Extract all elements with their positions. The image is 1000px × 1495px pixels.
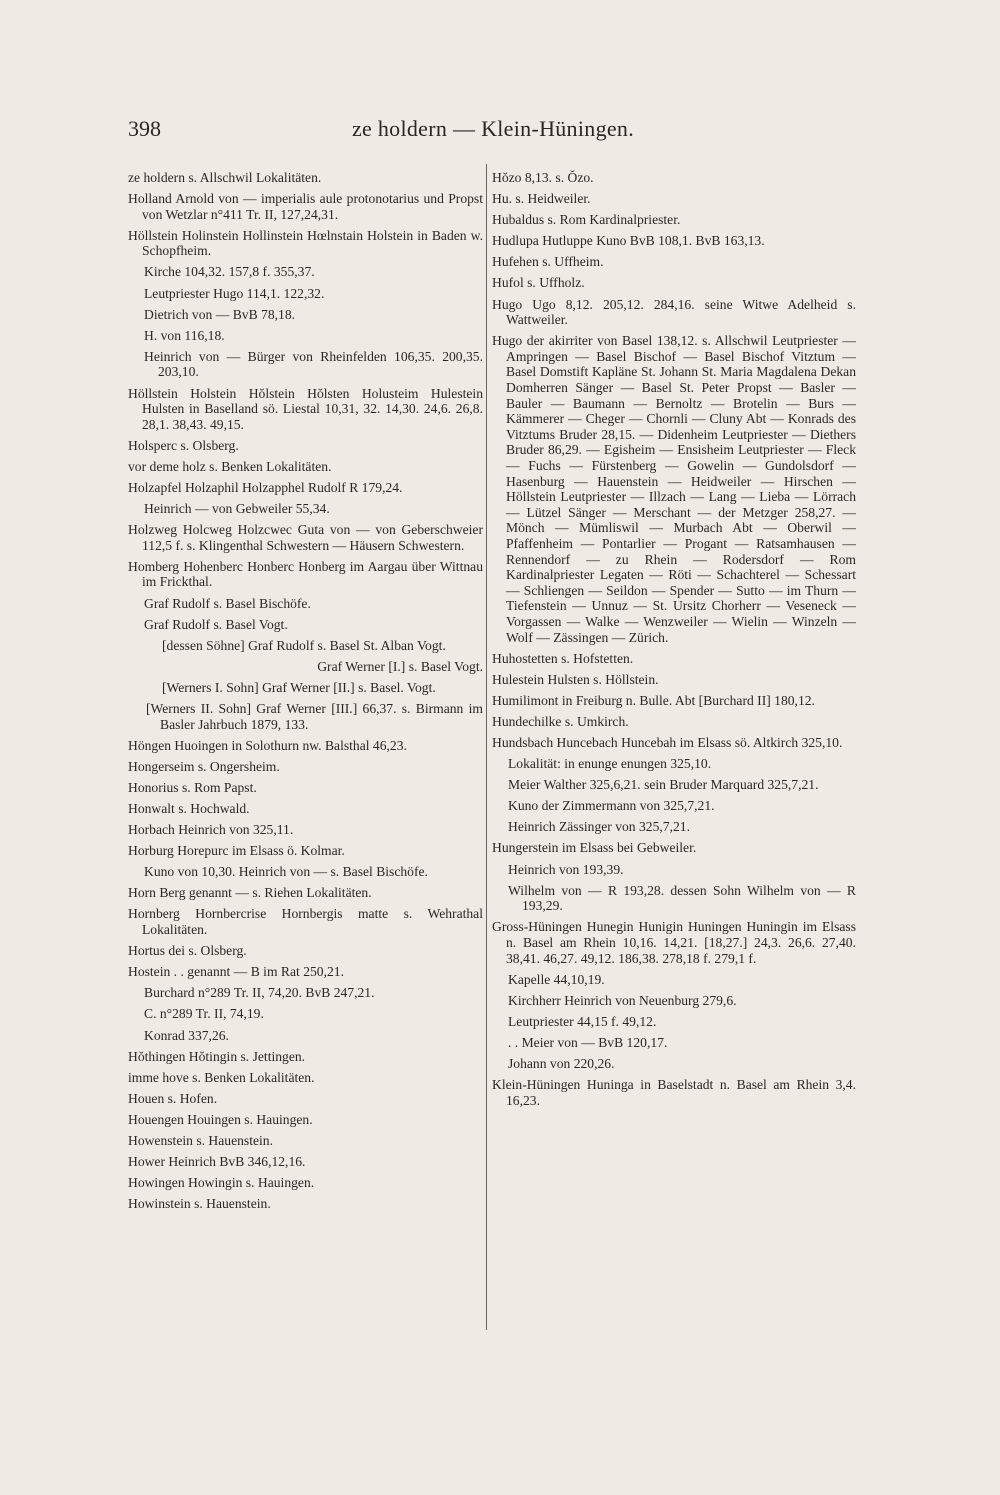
index-entry: Honwalt s. Hochwald. — [128, 801, 250, 816]
index-entry: [dessen Söhne] Graf Rudolf s. Basel St. Alban Vogt. — [162, 637, 446, 653]
index-entry: Hugo Ugo 8,12. 205,12. 284,16. seine Witwe Adelheid s. Wattweiler. — [492, 296, 856, 328]
index-entry: Kirche 104,32. 157,8 f. 355,37. — [144, 264, 315, 280]
index-entry: Konrad 337,26. — [144, 1027, 229, 1043]
index-entry: Hu. s. Heidweiler. — [492, 191, 591, 207]
index-entry: Höngen Huoingen in Solothurn nw. Balsthal 46,23. — [128, 737, 407, 753]
index-entry: Johann von 220,26. — [508, 1056, 615, 1071]
index-entry: Homberg Hohenberc Honberc Honberg im Aargau über Wittnau im Frickthal. — [128, 558, 483, 590]
index-entry: Höllstein Holinstein Hollinstein Hœlnstain Holstein in Baden w. Schopfheim. — [128, 227, 483, 259]
index-entry: Burchard n°289 Tr. II, 74,20. BvB 247,21. — [144, 985, 375, 1001]
index-entry: Wilhelm von — R 193,28. dessen Sohn Wilhelm von — R 193,29. — [508, 882, 856, 914]
page-header — [128, 116, 858, 156]
index-entry: Hornberg Hornbercrise Hornbergis matte s. Wehrathal Lokalitäten. — [128, 906, 483, 938]
index-entry: Humilimont in Freiburg n. Bulle. Abt [Burchard II] 180,12. — [492, 692, 815, 708]
left-column — [128, 170, 483, 1217]
index-entry: Heinrich — von Gebweiler 55,34. — [144, 501, 330, 517]
index-entry: Hufol s. Uffholz. — [492, 275, 585, 291]
index-entry: Leutpriester Hugo 114,1. 122,32. — [144, 285, 325, 301]
index-entry: Hundsbach Huncebach Huncebah im Elsass sö. Altkirch 325,10. — [492, 735, 843, 750]
index-entry: Gross-Hüningen Hunegin Hunigin Huningen Huningin im Elsass n. Basel am Rhein 10,16. 14,21. [18,27.] 24,3. 26,6. 27,40. 38,41. 46,27. 49,12. 186,38. 278,18 f. 279,1 f. — [492, 919, 856, 966]
index-entry: Huhostetten s. Hofstetten. — [492, 650, 634, 666]
index-entry: Kuno von 10,30. Heinrich von — s. Basel Bischöfe. — [144, 864, 428, 880]
index-entry: Hungerstein im Elsass bei Gebweiler. — [492, 840, 697, 856]
index-entry: Hongerseim s. Ongersheim. — [128, 758, 280, 774]
index-entry: Honorius s. Rom Papst. — [128, 779, 257, 795]
index-entry: Hudlupa Hutluppe Kuno BvB 108,1. BvB 163,13. — [492, 233, 765, 249]
right-column — [492, 170, 856, 1114]
index-entry: Hostein . . genannt — B im Rat 250,21. — [128, 964, 344, 980]
column-divider — [486, 164, 487, 1330]
index-entry: vor deme holz s. Benken Lokalitäten. — [128, 458, 332, 474]
index-entry: Lokalität: in enunge enungen 325,10. — [508, 756, 712, 772]
index-entry: Hundechilke s. Umkirch. — [492, 713, 629, 729]
index-entry: Kuno der Zimmermann von 325,7,21. — [508, 798, 715, 814]
index-entry: Graf Rudolf s. Basel Bischöfe. — [144, 595, 311, 611]
page-number: 398 — [128, 116, 161, 141]
running-title: ze holdern — Klein-Hüningen. — [351, 116, 635, 141]
index-entry: [Werners I. Sohn] Graf Werner [II.] s. Basel. Vogt. — [162, 679, 436, 695]
index-entry: Holzapfel Holzaphil Holzapphel Rudolf R 179,24. — [128, 480, 403, 495]
index-entry: Hulestein Hulsten s. Höllstein. — [492, 671, 659, 687]
index-entry: Hufehen s. Uffheim. — [492, 254, 604, 270]
index-entry: Heinrich von 193,39. — [508, 861, 624, 877]
index-entry: Houen s. Hofen. — [128, 1090, 218, 1106]
index-entry: Hower Heinrich BvB 346,12,16. — [128, 1154, 306, 1170]
index-entry: Heinrich von — Bürger von Rheinfelden 106,35. 200,35. 203,10. — [144, 348, 483, 380]
index-entry: Heinrich Zässinger von 325,7,21. — [508, 819, 690, 835]
index-entry: Hŏthingen Hŏtingin s. Jettingen. — [128, 1048, 306, 1064]
index-entry: Holzweg Holcweg Holzcwec Guta von — von Geberschweier 112,5 f. s. Klingenthal Schwestern — Häusern Schwestern. — [128, 522, 483, 553]
index-entry: Leutpriester 44,15 f. 49,12. — [508, 1013, 657, 1029]
index-entry: Howenstein s. Hauenstein. — [128, 1133, 273, 1148]
index-entry: ze holdern s. Allschwil Lokalitäten. — [128, 170, 322, 185]
index-entry: Hortus dei s. Olsberg. — [128, 943, 247, 959]
index-entry: Howingen Howingin s. Hauingen. — [128, 1175, 315, 1191]
index-entry: Howinstein s. Hauenstein. — [128, 1196, 271, 1212]
index-entry: Horbach Heinrich von 325,11. — [128, 822, 294, 838]
index-entry: H. von 116,18. — [144, 327, 225, 343]
index-entry: Horburg Horepurc im Elsass ö. Kolmar. — [128, 843, 345, 859]
index-entry: Hubaldus s. Rom Kardinalpriester. — [492, 212, 681, 228]
index-entry: Höllstein Holstein Hŏlstein Hŏlsten Holusteim Hulestein Hulsten in Baselland sö. Liestal 10,31, 32. 14,30. 24,6. 26,8. 28,1. 38,43. 49,15. — [128, 385, 483, 432]
index-entry: Klein-Hüningen Huninga in Baselstadt n. Basel am Rhein 3,4. 16,23. — [492, 1077, 856, 1108]
index-entry: Kirchherr Heinrich von Neuenburg 279,6. — [508, 992, 737, 1008]
index-entry: imme hove s. Benken Lokalitäten. — [128, 1069, 315, 1085]
index-entry: Dietrich von — BvB 78,18. — [144, 306, 296, 322]
index-entry: Hŏzo 8,13. s. Ŏzo. — [492, 170, 594, 185]
index-entry: Holsperc s. Olsberg. — [128, 437, 239, 453]
index-entry: Meier Walther 325,6,21. sein Bruder Marquard 325,7,21. — [508, 777, 819, 793]
index-entry: . . Meier von — BvB 120,17. — [508, 1034, 668, 1050]
index-entry: C. n°289 Tr. II, 74,19. — [144, 1006, 264, 1022]
index-entry: Hugo der akirriter von Basel 138,12. s. Allschwil Leutpriester — Ampringen — Basel Bischof — Basel Bischof Vitztum — Basel Domstift Kapläne St. Johann St. Maria Magdalena Dekan Domherren Sänger — Basel St. Peter Propst — Basler — Bauler — Baumann — Bernoltz — Brotelin — Burs — Kämmerer — Cheger — Chornli — Cluny Abt — Konrads des Vitztums Bruder 28,15. — Didenheim Leutpriester — Diethers Bruder 86,29. — Egisheim — Ensisheim Leutpriester — Fleck — Fuchs — Fürstenberg — Gowelin — Gundolsdorf — Hasenburg — Hauenstein — Heidweiler — Hirschen — Höllstein Leutpriester — Illzach — Lang — Lieba — Lörrach — Lützel Sänger — Merschant — der Metzger 258,27. — Mönch — Mümliswil — Murbach Abt — Oberwil — Pfaffenheim — Pontarlier — Progant — Ratsamhausen — Rennendorf — zu Rhein — Rodersdorf — Rom Kardinalpriester Legaten — Röti — Schachterel — Schessart — Schliengen — Seildon — Spender — Sutto — im Thurn — Tiefenstein — Unnuz — St. Ursitz Chorherr — Veseneck — Vorgassen — Walke — Wenzweiler — Wielin — Winzeln — Wolf — Zässingen — Zürich. — [492, 333, 856, 645]
index-entry: Kapelle 44,10,19. — [508, 971, 605, 987]
index-entry: Houengen Houingen s. Hauingen. — [128, 1111, 313, 1127]
index-entry: [Werners II. Sohn] Graf Werner [III.] 66,37. s. Birmann im Basler Jahrbuch 1879, 133. — [146, 701, 483, 732]
index-entry: Holland Arnold von — imperialis aule protonotarius und Propst von Wetzlar n°411 Tr. II, 127,24,31. — [128, 191, 483, 222]
index-entry: Graf Werner [I.] s. Basel Vogt. — [317, 658, 483, 674]
index-entry: Graf Rudolf s. Basel Vogt. — [144, 616, 288, 632]
index-entry: Horn Berg genannt — s. Riehen Lokalitäten. — [128, 885, 372, 901]
